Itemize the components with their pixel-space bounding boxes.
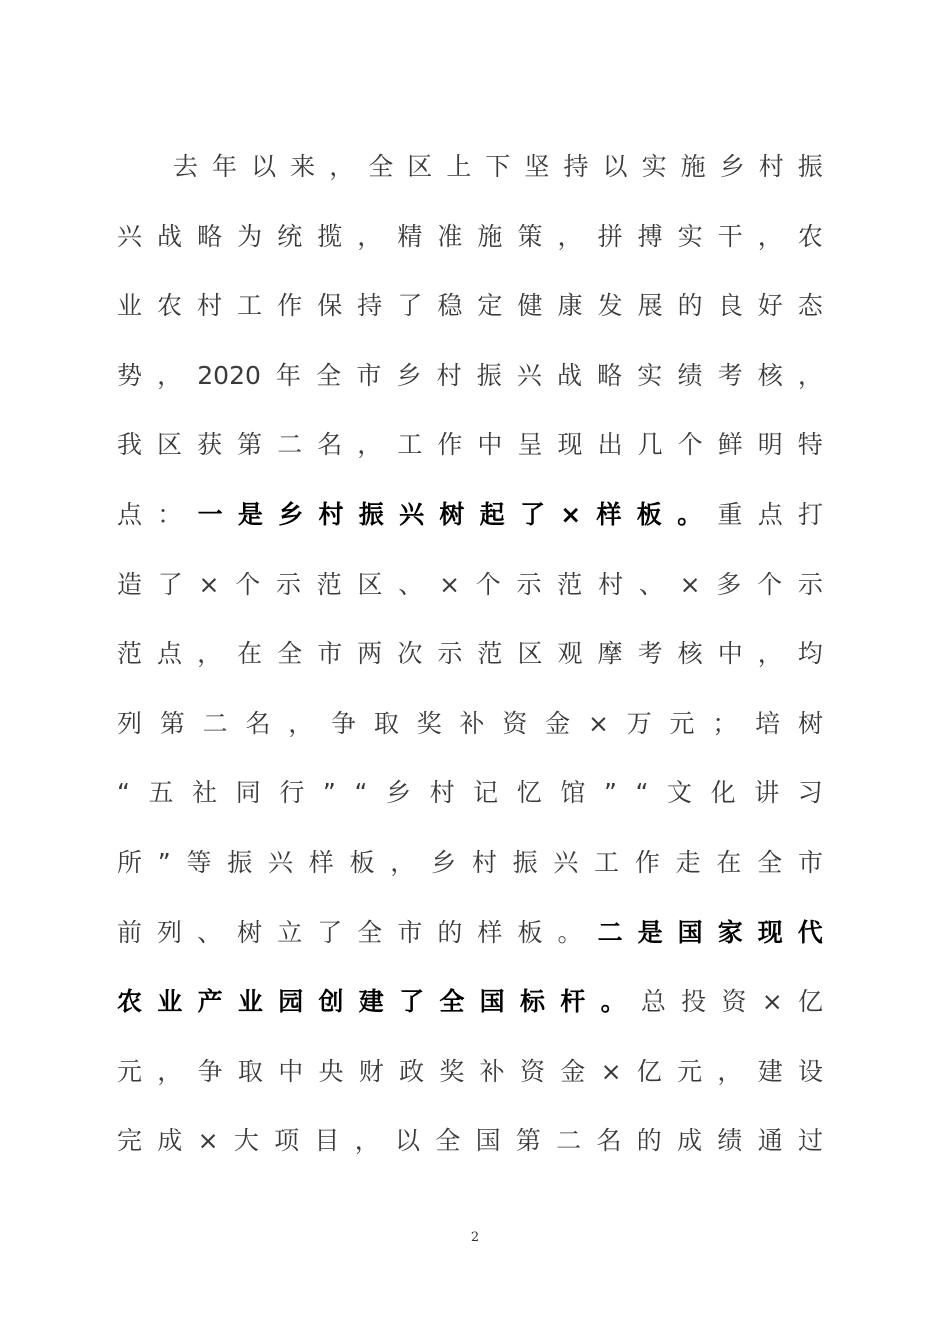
glyph: 所: [117, 847, 143, 877]
bold-glyph: 起: [479, 499, 505, 529]
glyph: 为: [237, 221, 263, 251]
glyph: 鲜: [717, 430, 743, 460]
glyph: 均: [797, 639, 823, 669]
glyph: 、: [638, 569, 664, 599]
glyph: ，: [197, 639, 223, 669]
glyph: 第: [237, 430, 263, 460]
glyph: 略: [597, 360, 623, 390]
glyph: 业: [117, 291, 143, 321]
glyph: 振: [797, 152, 823, 181]
glyph: 、: [398, 569, 424, 599]
glyph: 个: [677, 430, 703, 460]
glyph: 作: [437, 430, 463, 460]
glyph: ，: [757, 221, 783, 251]
glyph: 市: [356, 360, 382, 390]
text-line: [117, 758, 823, 828]
glyph: 成: [157, 1126, 183, 1156]
glyph: 以: [251, 152, 277, 181]
glyph: 走: [675, 847, 701, 877]
bold-glyph: 板: [636, 499, 662, 529]
glyph: ，: [354, 1126, 380, 1156]
text-line: [117, 828, 823, 898]
bold-glyph: 代: [797, 917, 823, 947]
glyph: 范: [117, 639, 143, 669]
glyph: 村: [598, 569, 624, 599]
glyph: 资: [519, 1056, 545, 1086]
glyph: 二: [202, 708, 228, 738]
glyph: 全: [368, 152, 394, 181]
glyph: 出: [597, 430, 623, 460]
glyph: 在: [237, 639, 263, 669]
glyph: 市: [317, 639, 343, 669]
glyph: 中: [278, 1056, 304, 1086]
bold-glyph: 了: [399, 987, 425, 1017]
glyph: 树: [797, 708, 823, 738]
glyph: 统: [277, 221, 303, 251]
glyph: 区: [517, 639, 543, 669]
glyph: 考: [637, 639, 663, 669]
glyph: 样: [477, 917, 503, 947]
bold-glyph: 杆: [560, 987, 586, 1017]
glyph: 兴: [268, 847, 294, 877]
bold-glyph: 家: [717, 917, 743, 947]
glyph: 二: [556, 1126, 582, 1156]
bold-glyph: 建: [358, 987, 384, 1017]
glyph: 点: [117, 499, 143, 529]
glyph: 几: [637, 430, 663, 460]
glyph: ×: [761, 987, 783, 1017]
glyph: 金: [545, 708, 571, 738]
glyph: ×: [679, 569, 701, 599]
glyph: 完: [117, 1126, 143, 1156]
glyph: 健: [517, 291, 543, 321]
glyph: 稳: [437, 291, 463, 321]
glyph: 好: [757, 291, 783, 321]
glyph: 财: [358, 1056, 384, 1086]
glyph: 战: [157, 221, 183, 251]
glyph: 兴: [553, 847, 579, 877]
glyph: 2020: [197, 360, 261, 390]
glyph: 通: [757, 1126, 783, 1156]
glyph: “: [635, 778, 649, 808]
glyph: 工: [237, 291, 263, 321]
glyph: 获: [197, 430, 223, 460]
glyph: 。: [557, 917, 583, 947]
glyph: 全: [357, 917, 383, 947]
glyph: 次: [397, 639, 423, 669]
glyph: 等: [186, 847, 212, 877]
glyph: 去: [173, 152, 199, 181]
glyph: ，: [390, 847, 416, 877]
glyph: 建: [757, 1056, 783, 1086]
glyph: 示: [276, 569, 302, 599]
glyph: 第: [159, 708, 185, 738]
glyph: 的: [636, 1126, 662, 1156]
glyph: 取: [373, 708, 399, 738]
glyph: 绩: [677, 360, 703, 390]
glyph: ，: [717, 1056, 743, 1086]
glyph: 总: [640, 987, 666, 1017]
glyph: 样: [308, 847, 334, 877]
bold-glyph: 业: [237, 987, 263, 1017]
bold-glyph: 现: [757, 917, 783, 947]
glyph: 金: [560, 1056, 586, 1086]
text-line: [117, 1106, 823, 1176]
glyph: 来: [290, 152, 316, 181]
glyph: 大: [233, 1126, 259, 1156]
glyph: 农: [797, 221, 823, 251]
glyph: 五: [148, 778, 174, 808]
glyph: 坚: [524, 152, 550, 181]
bold-glyph: 了: [519, 499, 545, 529]
bold-glyph: 农: [117, 987, 143, 1017]
glyph: 摩: [597, 639, 623, 669]
glyph: 农: [157, 291, 183, 321]
glyph: 个: [475, 569, 501, 599]
glyph: 同: [235, 778, 261, 808]
glyph: 补: [459, 708, 485, 738]
bold-glyph: 创: [318, 987, 344, 1017]
glyph: 振: [476, 360, 502, 390]
glyph: 持: [563, 152, 589, 181]
glyph: 打: [797, 499, 823, 529]
text-line: [117, 480, 823, 550]
glyph: 揽: [317, 221, 343, 251]
glyph: 文: [667, 778, 693, 808]
glyph: ”: [603, 778, 617, 808]
glyph: 化: [710, 778, 736, 808]
glyph: 中: [477, 430, 503, 460]
text-line: [117, 410, 823, 480]
glyph: 示: [797, 569, 823, 599]
glyph: ，: [557, 221, 583, 251]
glyph: 村: [758, 152, 784, 181]
glyph: 良: [717, 291, 743, 321]
glyph: 培: [755, 708, 781, 738]
bold-glyph: 业: [157, 987, 183, 1017]
glyph: 万: [626, 708, 652, 738]
glyph: 年: [276, 360, 302, 390]
glyph: 以: [602, 152, 628, 181]
glyph: 国: [475, 1126, 501, 1156]
glyph: 范: [477, 639, 503, 669]
glyph: 列: [117, 708, 143, 738]
glyph: 区: [157, 430, 183, 460]
glyph: ，: [157, 360, 183, 390]
glyph: 个: [235, 569, 261, 599]
glyph: 以: [395, 1126, 421, 1156]
glyph: 施: [477, 221, 503, 251]
bold-glyph: 。: [600, 987, 626, 1017]
glyph: ，: [157, 1056, 183, 1086]
bold-glyph: 一: [197, 499, 223, 529]
glyph: 前: [117, 917, 143, 947]
bold-glyph: 村: [318, 499, 344, 529]
glyph: 核: [757, 360, 783, 390]
glyph: 元: [677, 1056, 703, 1086]
glyph: ×: [600, 1056, 622, 1086]
glyph: 忆: [516, 778, 542, 808]
glyph: 个: [757, 569, 783, 599]
glyph: 资: [721, 987, 747, 1017]
glyph: 资: [502, 708, 528, 738]
glyph: ，: [797, 360, 823, 390]
glyph: 乡: [719, 152, 745, 181]
glyph: 争: [197, 1056, 223, 1086]
glyph: 村: [471, 847, 497, 877]
glyph: 乡: [396, 360, 422, 390]
bold-glyph: 样: [596, 499, 622, 529]
glyph: 板: [517, 917, 543, 947]
glyph: 树: [237, 917, 263, 947]
glyph: 康: [557, 291, 583, 321]
glyph: 元: [117, 1056, 143, 1086]
glyph: 点: [157, 639, 183, 669]
bold-glyph: 产: [197, 987, 223, 1017]
glyph: 全: [757, 847, 783, 877]
glyph: 年: [212, 152, 238, 181]
glyph: 展: [637, 291, 663, 321]
glyph: 略: [197, 221, 223, 251]
glyph: 项: [274, 1126, 300, 1156]
bold-glyph: 乡: [278, 499, 304, 529]
glyph: 名: [245, 708, 271, 738]
glyph: 过: [797, 1126, 823, 1156]
glyph: 习: [797, 778, 823, 808]
glyph: 区: [407, 152, 433, 181]
text-line: [117, 550, 823, 620]
glyph: 了: [157, 569, 183, 599]
glyph: 名: [596, 1126, 622, 1156]
glyph: 作: [277, 291, 303, 321]
glyph: 讲: [754, 778, 780, 808]
text-line: [117, 271, 823, 341]
glyph: 了: [397, 291, 423, 321]
glyph: ，: [357, 221, 383, 251]
glyph: 势: [117, 360, 143, 390]
text-line: [117, 898, 823, 968]
glyph: 馆: [560, 778, 586, 808]
glyph: ×: [198, 569, 220, 599]
glyph: 持: [357, 291, 383, 321]
glyph: 上: [446, 152, 472, 181]
glyph: 中: [717, 639, 743, 669]
glyph: 振: [512, 847, 538, 877]
glyph: 点: [757, 499, 783, 529]
glyph: 目: [314, 1126, 340, 1156]
glyph: 补: [479, 1056, 505, 1086]
glyph: 重: [717, 499, 743, 529]
glyph: 亿: [636, 1056, 662, 1086]
glyph: 全: [435, 1126, 461, 1156]
glyph: 核: [677, 639, 703, 669]
glyph: 行: [279, 778, 305, 808]
glyph: 我: [117, 430, 143, 460]
glyph: 范: [557, 569, 583, 599]
glyph: 实: [641, 152, 667, 181]
glyph: 绩: [717, 1126, 743, 1156]
bold-glyph: 振: [358, 499, 384, 529]
glyph: 示: [516, 569, 542, 599]
glyph: 第: [515, 1126, 541, 1156]
page-number: 2: [470, 1230, 480, 1245]
glyph: ×: [439, 569, 461, 599]
glyph: 干: [717, 221, 743, 251]
glyph: 名: [317, 430, 343, 460]
glyph: ”: [157, 847, 171, 877]
glyph: 村: [429, 778, 455, 808]
glyph: 下: [485, 152, 511, 181]
glyph: ，: [329, 152, 355, 181]
glyph: 战: [557, 360, 583, 390]
text-line: [117, 341, 823, 411]
glyph: 乡: [385, 778, 411, 808]
glyph: 示: [437, 639, 463, 669]
glyph: 范: [316, 569, 342, 599]
glyph: 两: [357, 639, 383, 669]
glyph: 施: [680, 152, 706, 181]
bold-glyph: 二: [597, 917, 623, 947]
bold-glyph: 标: [519, 987, 545, 1017]
bold-glyph: ×: [560, 499, 582, 529]
glyph: 工: [594, 847, 620, 877]
glyph: 村: [197, 291, 223, 321]
glyph: 了: [317, 917, 343, 947]
glyph: 成: [677, 1126, 703, 1156]
glyph: 造: [117, 569, 143, 599]
glyph: 社: [192, 778, 218, 808]
glyph: 乡: [431, 847, 457, 877]
text-line: [117, 967, 823, 1037]
text-line: [117, 132, 823, 202]
bold-glyph: 园: [278, 987, 304, 1017]
glyph: ×: [587, 708, 609, 738]
glyph: 的: [677, 291, 703, 321]
glyph: 记: [473, 778, 499, 808]
glyph: 二: [277, 430, 303, 460]
glyph: 市: [797, 847, 823, 877]
glyph: 实: [677, 221, 703, 251]
glyph: 兴: [117, 221, 143, 251]
glyph: 村: [436, 360, 462, 390]
glyph: 兴: [516, 360, 542, 390]
glyph: 准: [437, 221, 463, 251]
glyph: 奖: [416, 708, 442, 738]
glyph: 工: [397, 430, 423, 460]
bold-glyph: 是: [637, 917, 663, 947]
glyph: 投: [681, 987, 707, 1017]
glyph: 考: [717, 360, 743, 390]
glyph: 设: [797, 1056, 823, 1086]
bold-glyph: 兴: [399, 499, 425, 529]
glyph: 现: [557, 430, 583, 460]
bold-glyph: 是: [237, 499, 263, 529]
text-line: [117, 619, 823, 689]
glyph: 拼: [597, 221, 623, 251]
glyph: ”: [322, 778, 336, 808]
glyph: 精: [397, 221, 423, 251]
glyph: ，: [288, 708, 314, 738]
glyph: 板: [349, 847, 375, 877]
glyph: 央: [318, 1056, 344, 1086]
glyph: ，: [357, 430, 383, 460]
text-line: [117, 1037, 823, 1107]
glyph: 全: [316, 360, 342, 390]
body-paragraph: [117, 132, 823, 1176]
bold-glyph: 国: [677, 917, 703, 947]
glyph: 特: [797, 430, 823, 460]
glyph: 列: [157, 917, 183, 947]
glyph: 定: [477, 291, 503, 321]
glyph: 振: [227, 847, 253, 877]
bold-glyph: 。: [677, 499, 703, 529]
glyph: 亿: [797, 987, 823, 1017]
glyph: 立: [277, 917, 303, 947]
glyph: 明: [757, 430, 783, 460]
glyph: 、: [197, 917, 223, 947]
glyph: ×: [197, 1126, 219, 1156]
glyph: 争: [331, 708, 357, 738]
bold-glyph: 国: [479, 987, 505, 1017]
text-line: [117, 202, 823, 272]
bold-glyph: 树: [439, 499, 465, 529]
glyph: 实: [637, 360, 663, 390]
glyph: 作: [634, 847, 660, 877]
glyph: 发: [597, 291, 623, 321]
glyph: 保: [317, 291, 343, 321]
glyph: 奖: [439, 1056, 465, 1086]
glyph: 区: [357, 569, 383, 599]
glyph: 元: [669, 708, 695, 738]
text-line: [117, 689, 823, 759]
bold-glyph: 全: [439, 987, 465, 1017]
glyph: 市: [397, 917, 423, 947]
glyph: 的: [437, 917, 463, 947]
glyph: 多: [716, 569, 742, 599]
glyph: “: [117, 778, 130, 808]
glyph: ，: [757, 639, 783, 669]
glyph: 在: [716, 847, 742, 877]
glyph: 态: [797, 291, 823, 321]
glyph: 搏: [637, 221, 663, 251]
glyph: 观: [557, 639, 583, 669]
glyph: 呈: [517, 430, 543, 460]
glyph: 策: [517, 221, 543, 251]
glyph: 取: [237, 1056, 263, 1086]
glyph: 政: [399, 1056, 425, 1086]
glyph: ；: [712, 708, 738, 738]
glyph: ：: [157, 499, 183, 529]
glyph: “: [354, 778, 368, 808]
glyph: 全: [277, 639, 303, 669]
